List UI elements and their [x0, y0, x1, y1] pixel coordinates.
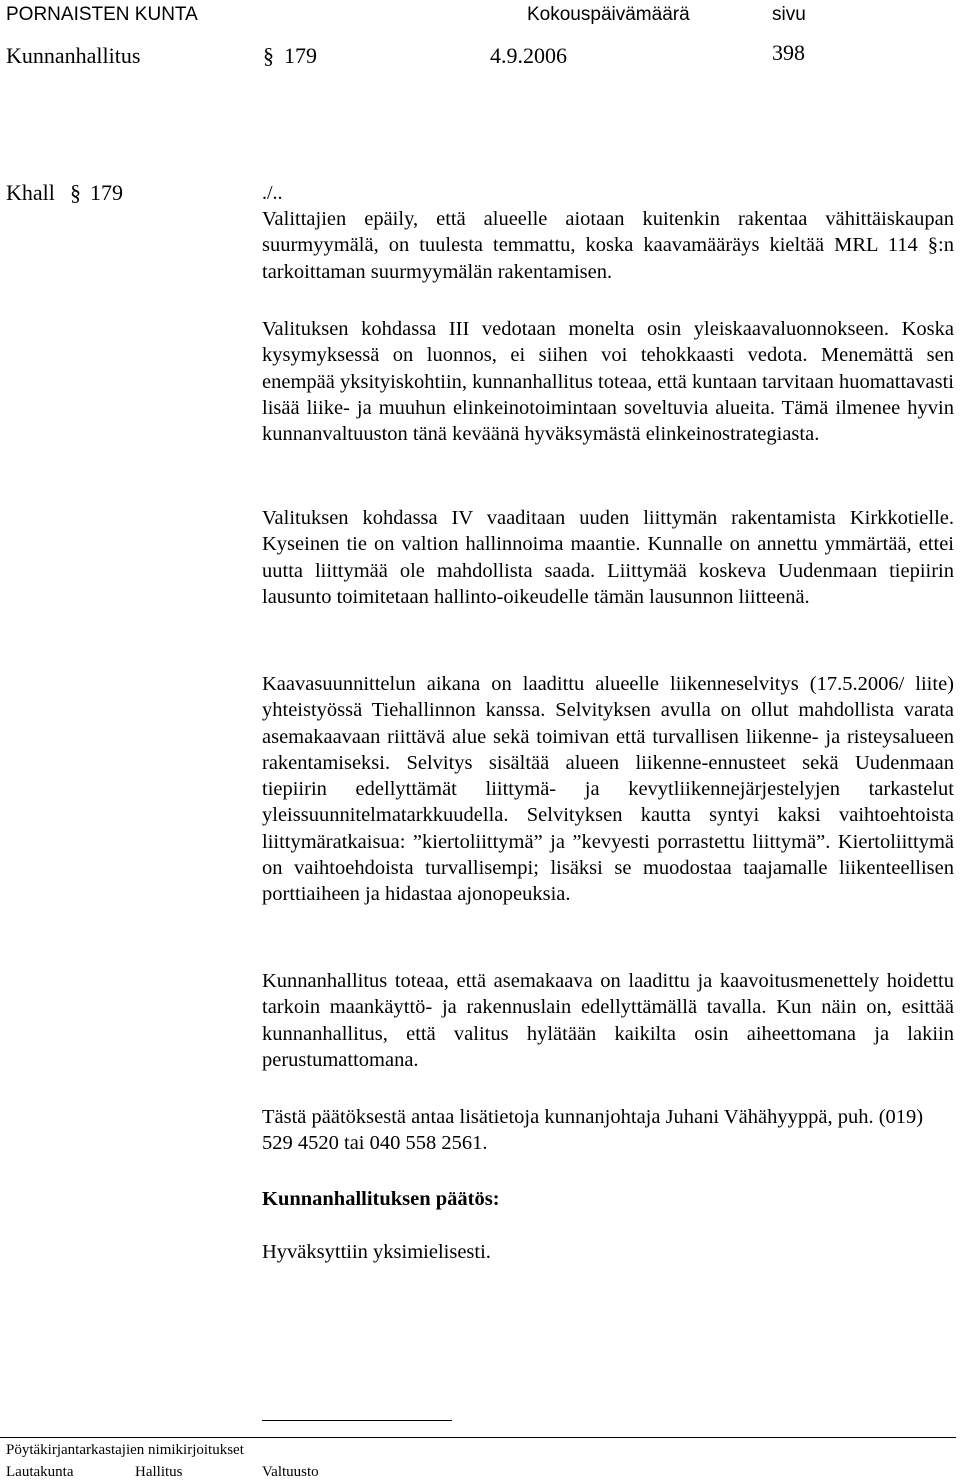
paragraph-3: Valituksen kohdassa IV vaaditaan uuden liittymän rakentamista Kirkkotielle. Kyseinen tie on valtion hallinnoima maantie. Kunnalle on annettu ymmärtää, ettei uutta liittymää ole mahdollista saada. Liittymää koskeva Uudenmaan tiepiirin lausunto toimitetaan hallinto-oikeudelle tämän lausunnon liitteenä. [262, 507, 954, 608]
section-mark: § [263, 43, 274, 68]
footer-col-valtuusto: Valtuusto [262, 1464, 319, 1480]
paragraph-4: Kaavasuunnittelun aikana on laadittu alueelle liikenneselvitys (17.5.2006/ liite) yhteistyössä Tiehallinnon kanssa. Selvityksen avulla on ollut mahdollista varata asemakaavaan riittävä alue sekä toimivan että turvallisen liikenne- ja risteysalueen rakentamiseksi. Selvitys sisältää alueen liikenne-ennusteet sekä Uudenmaan tiepiirin edellyttämät liittymä- ja kevytliikennejärjestelyjen tarkastelut yleissuunnitelmatarkkuudella. Selvityksen kautta syntyi kaksi vaihtoehtoista liittymäratkaisua: ”kiertoliittymä” ja ”kevyesti porrastettu liittymä”. Kiertoliittymä on vaihtoehdoista turvallisempi; lisäksi se muodostaa taajamalle liikenteellisen porttiaiheen ja hidastaa ajonopeuksia. [262, 673, 954, 906]
section-number: 179 [284, 43, 317, 68]
footer-col-hallitus: Hallitus [135, 1464, 183, 1480]
decision-text: Hyväksyttiin yksimielisesti. [262, 1241, 491, 1263]
paragraph-1: Valittajien epäily, että alueelle aiotaan kuitenkin rakentaa vähittäiskaupan suurmyymälä, on tuulesta temmattu, koska kaavamääräys kieltää MRL 114 §:n tarkoittaman suurmyymälän rakentamisen. [262, 208, 954, 283]
footer-divider [0, 1437, 956, 1438]
decision-heading: Kunnanhallituksen päätös: [262, 1188, 500, 1210]
signature-line [262, 1420, 452, 1421]
paragraph-5: Kunnanhallitus toteaa, että asemakaava on laadittu ja kaavoitusmenettely hoidettu tarkoin maankäyttö- ja rakennuslain edellyttämällä tavalla. Kun näin on, esittää kunnanhallitus, että valitus hylätään kaikilta osin aiheettomana ja lakiin perustumattomana. [262, 970, 954, 1071]
meeting-date: 4.9.2006 [490, 43, 567, 68]
paragraph-6: Tästä päätöksestä antaa lisätietoja kunnanjohtaja Juhani Vähähyyppä, puh. (019) 529 4520 tai 040 558 2561. [262, 1106, 924, 1155]
continuation-mark: ./.. [262, 182, 283, 204]
footer-signatures-label: Pöytäkirjantarkastajien nimikirjoitukset [6, 1442, 244, 1458]
page-number: 398 [772, 40, 805, 65]
ref-section-mark: § [70, 180, 81, 205]
meeting-date-label: Kokouspäivämäärä [527, 4, 690, 25]
page-label: sivu [772, 4, 806, 25]
paragraph-2: Valituksen kohdassa III vedotaan monelta osin yleiskaavaluonnokseen. Koska kysymyksessä on luonnos, ei siihen voi tehokkaasti vedota. Menemättä sen enempää yksityiskohtiin, kunnanhallitus toteaa, että kuntaan tarvitaan huomattavasti lisää liike- ja muuhun elinkeinotoimintaan soveltuvia alueita. Tämä ilmenee hyvin kunnanvaltuuston tänä keväänä hyväksymästä elinkeinostrategiasta. [262, 318, 954, 446]
footer-col-lautakunta: Lautakunta [6, 1464, 74, 1480]
organization-name: PORNAISTEN KUNTA [6, 4, 198, 25]
ref-label: Khall [6, 180, 55, 205]
body-name: Kunnanhallitus [6, 43, 141, 68]
ref-section-number: 179 [90, 180, 123, 205]
